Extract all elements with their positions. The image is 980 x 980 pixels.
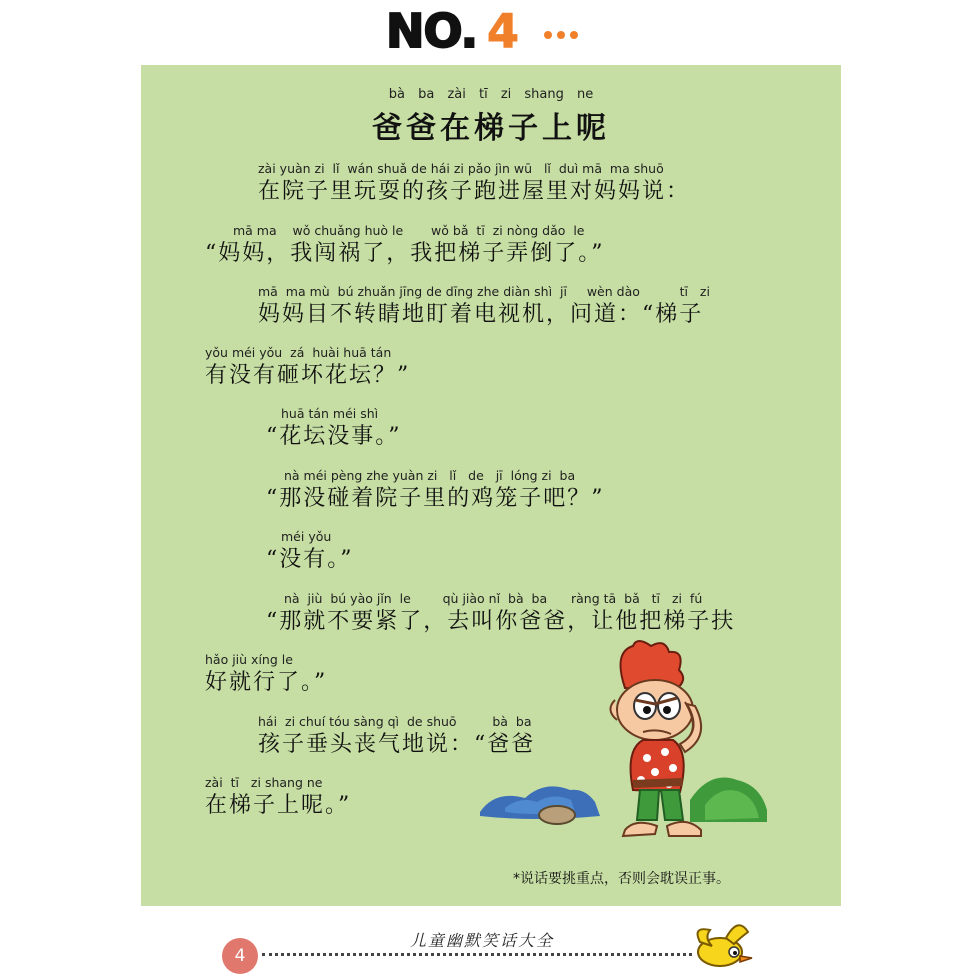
story-line (205, 222, 605, 268)
line-text: “没有。” (266, 547, 354, 572)
line-text: “花坛没事。” (266, 424, 402, 449)
footer-dotted-line (262, 953, 692, 956)
story-line (258, 160, 690, 206)
line-pinyin: yǒu méi yǒu zá huài huā tán (205, 345, 392, 360)
line-pinyin: méi yǒu (281, 529, 332, 544)
line-pinyin: hái zi chuí tóu sàng qì de shuō bà ba (258, 714, 532, 729)
line-text: 好就行了。” (205, 670, 328, 695)
story-line (266, 590, 735, 636)
story-line (205, 344, 410, 390)
line-pinyin: zài yuàn zi lǐ wán shuǎ de hái zi pǎo jìn wū lǐ duì mā ma shuō (258, 161, 664, 176)
story-line (266, 528, 354, 574)
title-pinyin: bà ba zài tī zi shang ne (388, 87, 594, 102)
line-pinyin: mā ma wǒ chuǎng huò le wǒ bǎ tī zi nòng dǎo le (233, 223, 585, 238)
line-text: 有没有砸坏花坛？” (205, 363, 411, 388)
line-pinyin: nà jiù bú yào jǐn le qù jiào nǐ bà ba ràng tā bǎ tī zi fú (284, 591, 703, 606)
story-line (205, 774, 351, 820)
line-pinyin: huā tán méi shì (281, 406, 379, 421)
line-text: 孩子垂头丧气地说：“爸爸 (258, 732, 536, 757)
line-pinyin: hǎo jiù xíng le (205, 652, 293, 667)
number-label: NO. (386, 4, 478, 58)
line-text: 在院子里玩耍的孩子跑进屋里对妈妈说： (258, 179, 691, 204)
story-line (205, 651, 327, 697)
story-title-block (141, 87, 841, 147)
line-text: 在梯子上呢。” (205, 793, 352, 818)
story-title: 爸爸在梯子上呢 (372, 111, 610, 146)
cartoon-boy-illustration (475, 640, 775, 840)
book-title: 儿童幽默笑话大全 (410, 931, 555, 950)
line-text: “那没碰着院子里的鸡笼子吧？” (266, 486, 605, 511)
bird-icon (690, 916, 754, 974)
line-pinyin: nà méi pèng zhe yuàn zi lǐ de jī lóng zi ba (284, 468, 576, 483)
story-moral: *说话要挑重点，否则会耽误正事。 (513, 871, 730, 887)
story-line (266, 467, 605, 513)
line-text: “那就不要紧了，去叫你爸爸，让他把梯子扶 (266, 609, 736, 634)
story-line (266, 405, 402, 451)
line-text: “妈妈，我闯祸了，我把梯子弄倒了。” (205, 241, 605, 266)
line-pinyin: mā ma mù bú zhuǎn jīng de dīng zhe diàn shì jī wèn dào tī zi (258, 284, 710, 299)
line-text: 妈妈目不转睛地盯着电视机，问道：“梯子 (258, 302, 704, 327)
line-pinyin: zài tī zi shang ne (205, 775, 323, 790)
decorative-dots (544, 24, 583, 43)
page-number: 4 (222, 938, 258, 974)
story-number: 4 (487, 4, 520, 58)
page-header (0, 4, 980, 62)
story-line (258, 283, 710, 329)
